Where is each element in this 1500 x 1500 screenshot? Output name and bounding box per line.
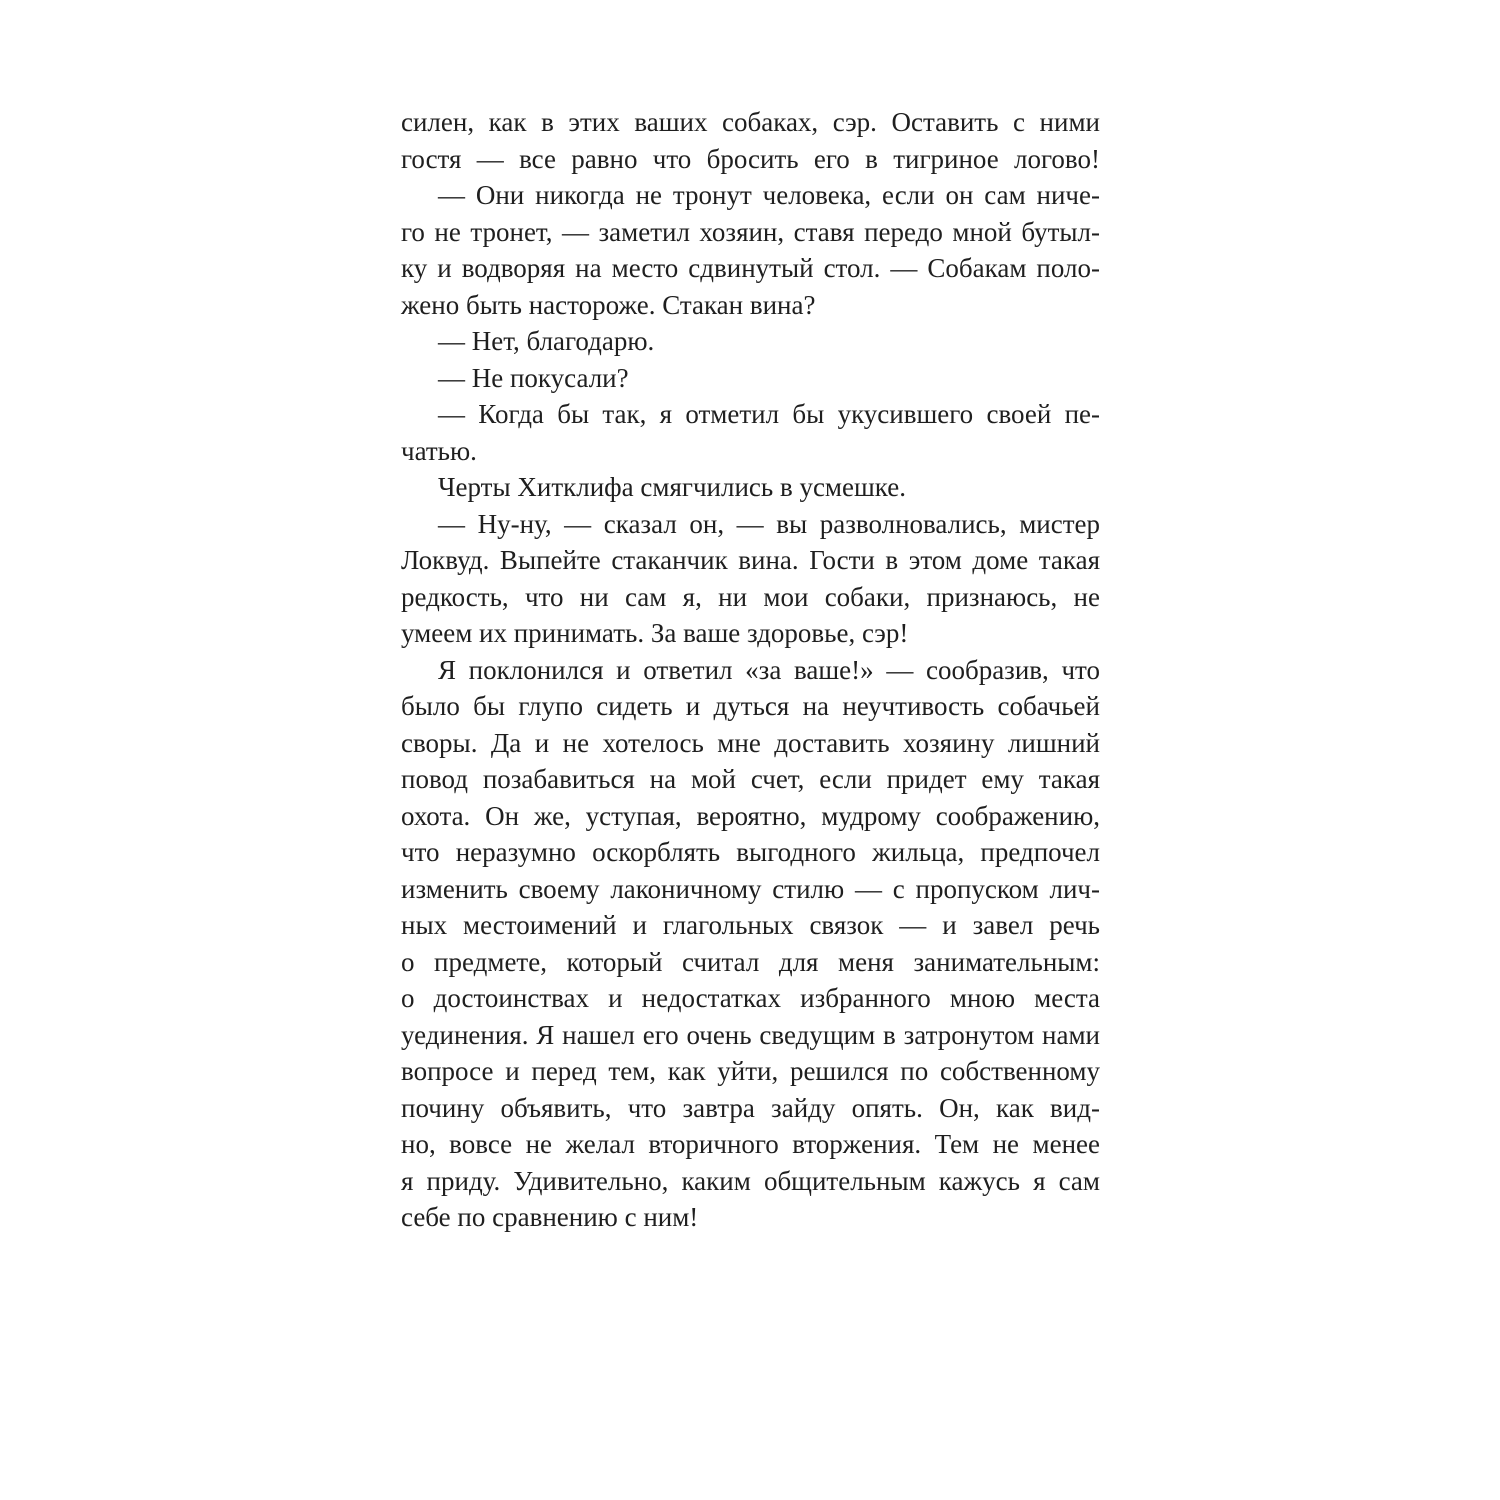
text-line: о достоинствах и недостатках избранного мною места: [401, 983, 1100, 1013]
text-line: — Они никогда не тронут человека, если он сам ниче-: [438, 180, 1100, 210]
text-line: я приду. Удивительно, каким общительным кажусь я сам: [401, 1165, 1100, 1196]
text-line: почину объявить, что завтра зайду опять. Он, как вид-: [401, 1092, 1100, 1123]
text-line: своры. Да и не хотелось мне доставить хозяину лишний: [401, 727, 1100, 758]
text-line: умеем их принимать. За ваше здоровье, сэр!: [401, 618, 909, 648]
text-line: о предмете, который считал для меня занимательным:: [401, 946, 1100, 977]
text-line: но, вовсе не желал вторичного вторжения. Тем не менее: [401, 1129, 1100, 1159]
text-line: чатью.: [401, 435, 477, 466]
text-line: гостя — все равно что бросить его в тигриное логово!: [401, 143, 1100, 174]
text-line: охота. Он же, уступая, вероятно, мудрому соображению,: [401, 800, 1100, 831]
text-line: изменить своему лаконичному стилю — с пропуском лич-: [401, 873, 1100, 904]
text-line: — Когда бы так, я отметил бы укусившего своей пе-: [438, 399, 1100, 429]
text-line: себе по сравнению с ним!: [401, 1202, 699, 1232]
text-line: редкость, что ни сам я, ни мои собаки, признаюсь, не: [401, 581, 1100, 612]
text-line: Черты Хитклифа смягчились в усмешке.: [438, 472, 906, 502]
text-line: ных местоимений и глагольных связок — и завел речь: [401, 910, 1100, 940]
text-line: силен, как в этих ваших собаках, сэр. Оставить с ними: [401, 107, 1100, 137]
text-line: было бы глупо сидеть и дуться на неучтивость собачьей: [401, 691, 1100, 721]
body-text: [401, 104, 1100, 1236]
text-line: уединения. Я нашел его очень сведущим в затронутом нами: [401, 1019, 1100, 1050]
text-line: — Ну-ну, — сказал он, — вы разволновались, мистер: [438, 508, 1100, 539]
text-line: повод позабавиться на мой счет, если придет ему такая: [401, 764, 1100, 794]
text-line: вопросе и перед тем, как уйти, решился по собственному: [401, 1056, 1100, 1086]
text-line: Я поклонился и ответил «за ваше!» — сообразив, что: [438, 654, 1100, 685]
text-line: что неразумно оскорблять выгодного жильца, предпочел: [401, 837, 1100, 867]
text-line: го не тронет, — заметил хозяин, ставя передо мной бутыл-: [401, 216, 1100, 247]
text-line: — Нет, благодарю.: [438, 326, 655, 356]
text-line: Локвуд. Выпейте стаканчик вина. Гости в этом доме такая: [401, 545, 1100, 575]
text-line: ку и водворяя на место сдвинутый стол. — Собакам поло-: [401, 253, 1100, 283]
text-line: — Не покусали?: [438, 362, 629, 393]
text-line: жено быть настороже. Стакан вина?: [401, 289, 816, 320]
